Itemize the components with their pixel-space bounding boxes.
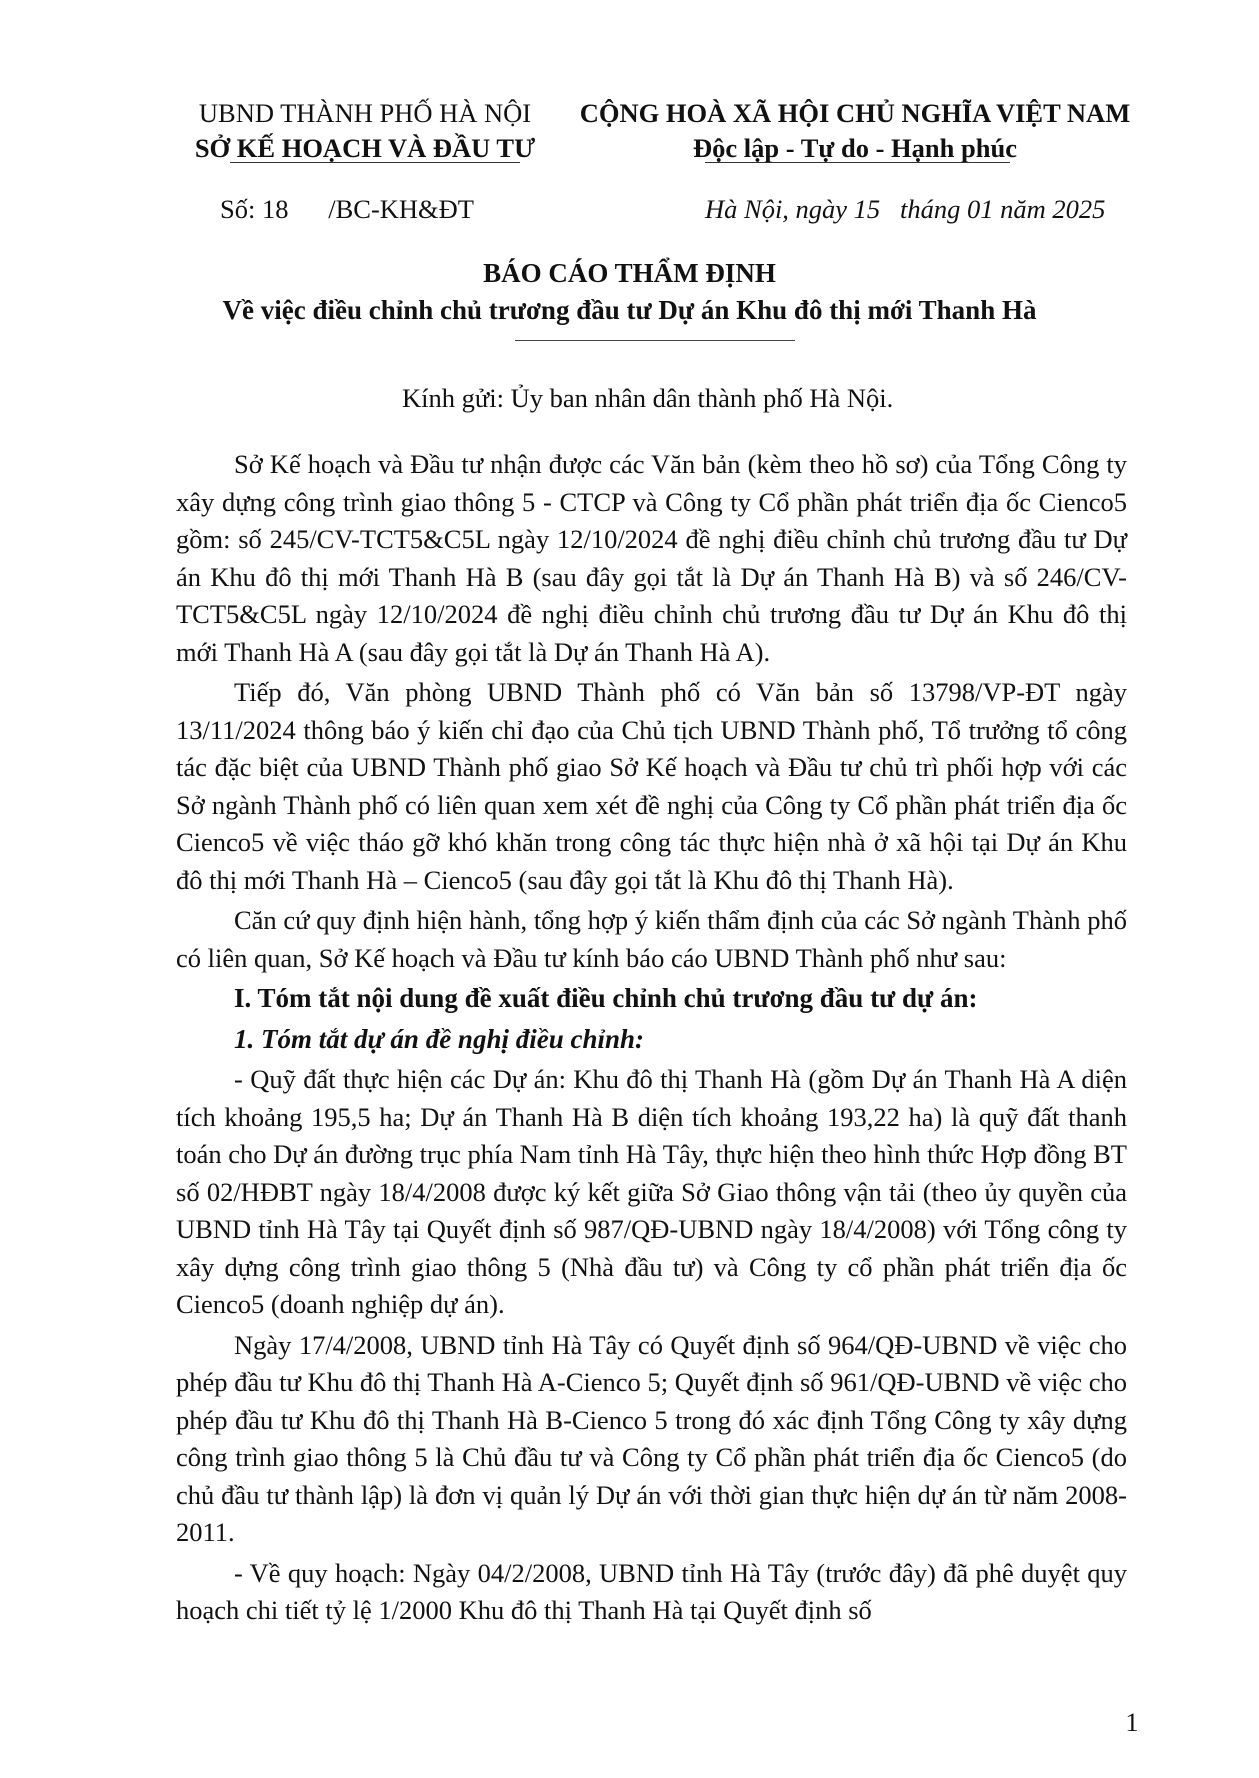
paragraph: Ngày 17/4/2008, UBND tỉnh Hà Tây có Quyết định số 964/QĐ-UBND về việc cho phép đầu tư Khu đô thị Thanh Hà A-Cienco 5; Quyết định số 961/QĐ-UBND về việc cho phép đầu tư Khu đô thị Thanh Hà B-Cienco 5 trong đó xác định Tổng Công ty xây dựng công trình giao thông 5 là Chủ đầu tư và Công ty Cổ phần phát triển địa ốc Cienco5 (do chủ đầu tư thành lập) là đơn vị quản lý Dự án với thời gian thực hiện dự án từ năm 2008-2011. <box>176 1329 1127 1547</box>
document-title <box>0 255 1259 329</box>
paragraph: - Quỹ đất thực hiện các Dự án: Khu đô thị Thanh Hà (gồm Dự án Thanh Hà A diện tích khoảng 195,5 ha; Dự án Thanh Hà B diện tích khoảng 193,22 ha) là quỹ đất thanh toán cho Dự án đường trục phía Nam tỉnh Hà Tây, thực hiện theo hình thức Hợp đồng BT số 02/HĐBT ngày 18/4/2008 được ký kết giữa Sở Giao thông vận tải (theo ủy quyền của UBND tỉnh Hà Tây tại Quyết định số 987/QĐ-UBND ngày 18/4/2008) với Tổng công ty xây dựng công trình giao thông 5 (Nhà đầu tư) và Công ty cổ phần phát triển địa ốc Cienco5 (doanh nghiệp dự án). <box>176 1064 1127 1319</box>
paragraph: - Về quy hoạch: Ngày 04/2/2008, UBND tỉnh Hà Tây (trước đây) đã phê duyệt quy hoạch chi tiết tỷ lệ 1/2000 Khu đô thị Thanh Hà tại Quyết định số <box>176 1557 1127 1625</box>
page-number: 1 <box>1125 1707 1139 1737</box>
document-header <box>0 96 1259 163</box>
agency-parent: UBND THÀNH PHỐ HÀ NỘI <box>198 98 532 128</box>
paragraph: Sở Kế hoạch và Đầu tư nhận được các Văn bản (kèm theo hồ sơ) của Tổng Công ty xây dựng công trình giao thông 5 - CTCP và Công ty Cổ phần phát triển địa ốc Cienco5 gồm: số 245/CV-TCT5&C5L ngày 12/10/2024 đề nghị điều chỉnh chủ trương đầu tư Dự án Khu đô thị mới Thanh Hà B (sau đây gọi tắt là Dự án Thanh Hà B) và số 246/CV-TCT5&C5L ngày 12/10/2024 đề nghị điều chỉnh chủ trương đầu tư Dự án Khu đô thị mới Thanh Hà A (sau đây gọi tắt là Dự án Thanh Hà A). <box>176 449 1127 667</box>
national-motto <box>565 96 1145 166</box>
motto: Độc lập - Tự do - Hạnh phúc <box>693 133 1017 163</box>
title-main: BÁO CÁO THẨM ĐỊNH <box>483 258 776 288</box>
subsection-heading: 1. Tóm tắt dự án đề nghị điều chỉnh: <box>234 1023 644 1054</box>
agency-name: SỞ KẾ HOẠCH VÀ ĐẦU TƯ <box>194 133 536 163</box>
recipient-line: Kính gửi: Ủy ban nhân dân thành phố Hà Nội. <box>402 383 894 413</box>
paragraph: Căn cứ quy định hiện hành, tổng hợp ý kiến thẩm định của các Sở ngành Thành phố có liên quan, Sở Kế hoạch và Đầu tư kính báo cáo UBND Thành phố như sau: <box>176 905 1127 973</box>
agency-underline <box>230 162 520 163</box>
section-heading: I. Tóm tắt nội dung đề xuất điều chỉnh chủ trương đầu tư dự án: <box>234 983 978 1013</box>
title-subject: Về việc điều chỉnh chủ trương đầu tư Dự án Khu đô thị mới Thanh Hà <box>222 295 1037 325</box>
document-number: Số: 18 /BC-KH&ĐT <box>220 194 474 224</box>
country-name: CỘNG HOÀ XÃ HỘI CHỦ NGHĨA VIỆT NAM <box>579 98 1131 128</box>
title-rule <box>515 340 795 341</box>
number-date-line <box>0 190 1259 228</box>
document-date: Hà Nội, ngày 15 tháng 01 năm 2025 <box>705 194 1106 224</box>
motto-underline <box>705 162 1010 163</box>
document-body <box>176 446 1127 1633</box>
paragraph: Tiếp đó, Văn phòng UBND Thành phố có Văn bản số 13798/VP-ĐT ngày 13/11/2024 thông báo ý kiến chỉ đạo của Chủ tịch UBND Thành phố, Tổ trưởng tổ công tác đặc biệt của UBND Thành phố giao Sở Kế hoạch và Đầu tư chủ trì phối hợp với các Sở ngành Thành phố có liên quan xem xét đề nghị của Công ty Cổ phần phát triển địa ốc Cienco5 về việc tháo gỡ khó khăn trong công tác thực hiện nhà ở xã hội tại Dự án Khu đô thị mới Thanh Hà – Cienco5 (sau đây gọi tắt là Khu đô thị Thanh Hà). <box>176 677 1127 895</box>
issuing-agency <box>170 96 560 166</box>
